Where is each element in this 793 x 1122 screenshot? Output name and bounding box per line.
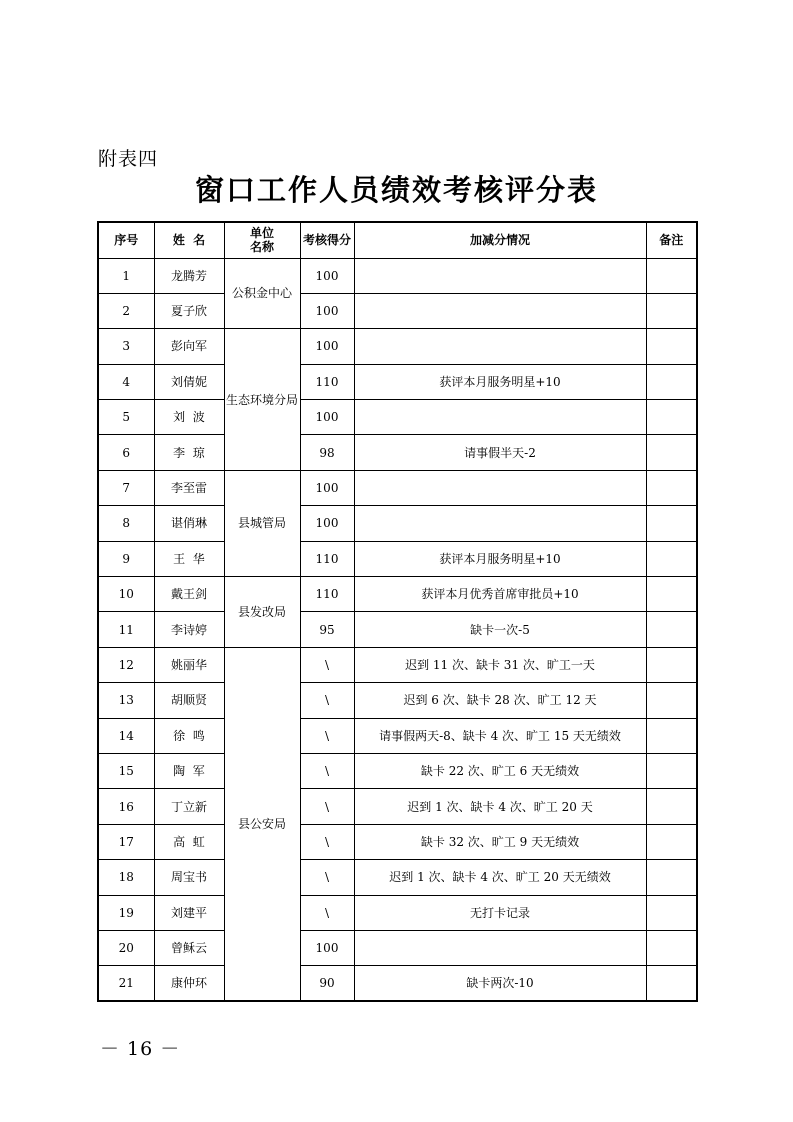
cell-name: 夏子欣	[154, 293, 224, 328]
cell-adjust	[354, 400, 646, 435]
cell-score: 90	[300, 966, 354, 1001]
cell-remark	[646, 718, 697, 753]
table-row	[98, 364, 697, 399]
cell-seq: 8	[98, 506, 154, 541]
cell-score: \	[300, 789, 354, 824]
cell-remark	[646, 860, 697, 895]
cell-unit: 县城管局	[224, 470, 300, 576]
cell-name: 高 虹	[154, 824, 224, 859]
cell-score: \	[300, 860, 354, 895]
cell-seq: 21	[98, 966, 154, 1001]
cell-remark	[646, 400, 697, 435]
cell-name: 胡顺贤	[154, 683, 224, 718]
table-row	[98, 258, 697, 293]
cell-score: 100	[300, 293, 354, 328]
cell-remark	[646, 966, 697, 1001]
table-row	[98, 753, 697, 788]
cell-seq: 19	[98, 895, 154, 930]
cell-remark	[646, 506, 697, 541]
page-title: 窗口工作人员绩效考核评分表	[194, 173, 598, 207]
cell-remark	[646, 258, 697, 293]
table-header-row	[98, 222, 697, 258]
cell-seq: 7	[98, 470, 154, 505]
performance-score-table	[97, 221, 698, 1002]
cell-remark	[646, 612, 697, 647]
cell-adjust	[354, 258, 646, 293]
cell-score: \	[300, 647, 354, 682]
table-row	[98, 647, 697, 682]
cell-name: 曾稣云	[154, 930, 224, 965]
cell-remark	[646, 541, 697, 576]
table-row	[98, 824, 697, 859]
cell-remark	[646, 647, 697, 682]
cell-score: 100	[300, 470, 354, 505]
cell-name: 龙腾芳	[154, 258, 224, 293]
cell-adjust: 迟到 1 次、缺卡 4 次、旷工 20 天	[354, 789, 646, 824]
cell-score: 110	[300, 541, 354, 576]
cell-name: 刘倩妮	[154, 364, 224, 399]
cell-seq: 16	[98, 789, 154, 824]
table-row	[98, 895, 697, 930]
cell-remark	[646, 683, 697, 718]
cell-seq: 15	[98, 753, 154, 788]
cell-name: 姚丽华	[154, 647, 224, 682]
header-unit: 单位 名称	[224, 222, 300, 258]
cell-seq: 4	[98, 364, 154, 399]
cell-remark	[646, 753, 697, 788]
cell-adjust	[354, 329, 646, 364]
cell-seq: 12	[98, 647, 154, 682]
cell-adjust: 请事假两天-8、缺卡 4 次、旷工 15 天无绩效	[354, 718, 646, 753]
cell-adjust: 缺卡两次-10	[354, 966, 646, 1001]
table-row	[98, 435, 697, 470]
cell-remark	[646, 470, 697, 505]
table-row	[98, 930, 697, 965]
cell-remark	[646, 293, 697, 328]
cell-seq: 1	[98, 258, 154, 293]
table-row	[98, 683, 697, 718]
cell-score: 100	[300, 258, 354, 293]
cell-name: 徐 鸣	[154, 718, 224, 753]
table-row	[98, 718, 697, 753]
cell-seq: 9	[98, 541, 154, 576]
cell-adjust: 无打卡记录	[354, 895, 646, 930]
cell-remark	[646, 895, 697, 930]
cell-score: \	[300, 718, 354, 753]
cell-adjust: 缺卡 32 次、旷工 9 天无绩效	[354, 824, 646, 859]
cell-seq: 13	[98, 683, 154, 718]
cell-remark	[646, 364, 697, 399]
cell-name: 丁立新	[154, 789, 224, 824]
cell-adjust: 获评本月优秀首席审批员+10	[354, 577, 646, 612]
table-row	[98, 860, 697, 895]
table-row	[98, 329, 697, 364]
cell-seq: 14	[98, 718, 154, 753]
table-row	[98, 506, 697, 541]
cell-seq: 20	[98, 930, 154, 965]
cell-seq: 2	[98, 293, 154, 328]
table-row	[98, 612, 697, 647]
cell-remark	[646, 824, 697, 859]
attachment-label: 附表四	[98, 148, 159, 170]
cell-unit: 县公安局	[224, 647, 300, 1001]
cell-score: 100	[300, 930, 354, 965]
cell-score: \	[300, 683, 354, 718]
cell-name: 周宝书	[154, 860, 224, 895]
cell-score: 100	[300, 506, 354, 541]
cell-name: 彭向军	[154, 329, 224, 364]
cell-adjust: 缺卡一次-5	[354, 612, 646, 647]
cell-remark	[646, 577, 697, 612]
cell-score: 95	[300, 612, 354, 647]
header-name: 姓 名	[154, 222, 224, 258]
cell-name: 康仲环	[154, 966, 224, 1001]
cell-adjust: 获评本月服务明星+10	[354, 541, 646, 576]
cell-seq: 10	[98, 577, 154, 612]
cell-score: 100	[300, 400, 354, 435]
cell-name: 刘 波	[154, 400, 224, 435]
cell-name: 戴王剑	[154, 577, 224, 612]
cell-score: 100	[300, 329, 354, 364]
cell-name: 谌俏琳	[154, 506, 224, 541]
cell-seq: 18	[98, 860, 154, 895]
cell-adjust: 迟到 6 次、缺卡 28 次、旷工 12 天	[354, 683, 646, 718]
cell-remark	[646, 329, 697, 364]
cell-name: 陶 军	[154, 753, 224, 788]
table-row	[98, 789, 697, 824]
page-number: － 16 －	[100, 1038, 181, 1060]
cell-adjust	[354, 293, 646, 328]
cell-seq: 6	[98, 435, 154, 470]
cell-seq: 11	[98, 612, 154, 647]
cell-seq: 3	[98, 329, 154, 364]
cell-adjust: 缺卡 22 次、旷工 6 天无绩效	[354, 753, 646, 788]
cell-remark	[646, 930, 697, 965]
cell-adjust	[354, 930, 646, 965]
cell-seq: 5	[98, 400, 154, 435]
cell-unit: 公积金中心	[224, 258, 300, 329]
cell-adjust: 获评本月服务明星+10	[354, 364, 646, 399]
cell-name: 王 华	[154, 541, 224, 576]
cell-score: 110	[300, 577, 354, 612]
table-row	[98, 966, 697, 1001]
cell-adjust	[354, 506, 646, 541]
cell-score: \	[300, 824, 354, 859]
cell-score: 110	[300, 364, 354, 399]
table-row	[98, 293, 697, 328]
cell-score: \	[300, 753, 354, 788]
header-remark: 备注	[646, 222, 697, 258]
cell-unit: 生态环境分局	[224, 329, 300, 471]
cell-adjust: 迟到 1 次、缺卡 4 次、旷工 20 天无绩效	[354, 860, 646, 895]
table-row	[98, 577, 697, 612]
cell-adjust: 请事假半天-2	[354, 435, 646, 470]
header-adjust: 加减分情况	[354, 222, 646, 258]
cell-remark	[646, 435, 697, 470]
cell-name: 刘建平	[154, 895, 224, 930]
header-seq: 序号	[98, 222, 154, 258]
cell-unit: 县发改局	[224, 577, 300, 648]
cell-adjust: 迟到 11 次、缺卡 31 次、旷工一天	[354, 647, 646, 682]
cell-seq: 17	[98, 824, 154, 859]
table-row	[98, 400, 697, 435]
cell-remark	[646, 789, 697, 824]
cell-name: 李诗婷	[154, 612, 224, 647]
cell-score: 98	[300, 435, 354, 470]
cell-name: 李至雷	[154, 470, 224, 505]
header-score: 考核得分	[300, 222, 354, 258]
table-body	[98, 258, 697, 1001]
cell-adjust	[354, 470, 646, 505]
cell-name: 李 琼	[154, 435, 224, 470]
table-row	[98, 470, 697, 505]
cell-score: \	[300, 895, 354, 930]
table-row	[98, 541, 697, 576]
